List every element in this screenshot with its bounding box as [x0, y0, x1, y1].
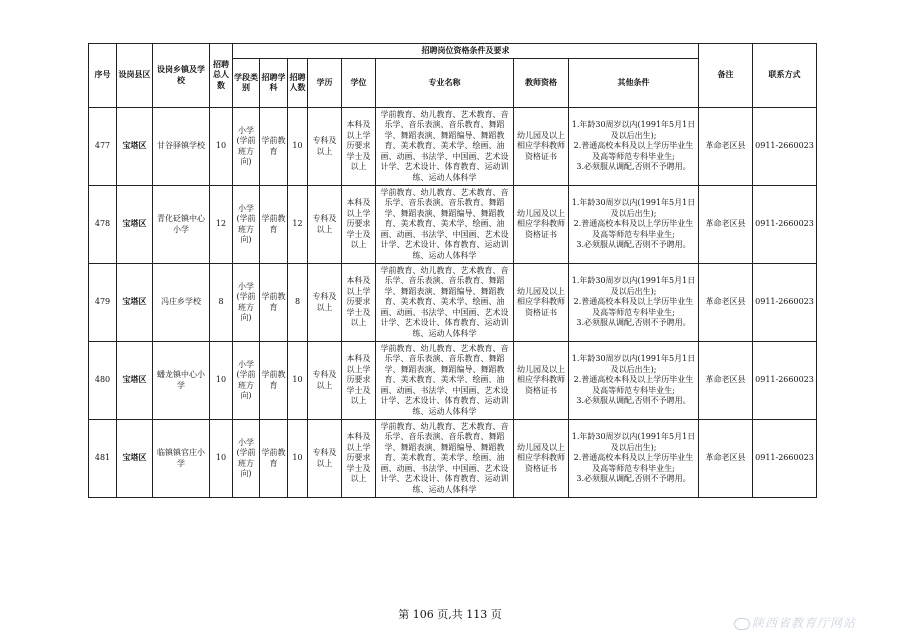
cell-stage: 小学(学前班方向)	[233, 186, 260, 264]
cell-subject: 学前教育	[260, 264, 288, 342]
header-school: 设岗乡镇及学校	[153, 44, 210, 108]
cell-major: 学前教育、幼儿教育、艺术教育、音乐学、音乐表演、音乐教育、舞蹈学、舞蹈表演、舞蹈编导、舞蹈教育、美术教育、美术学、绘画、油画、动画、书法学、中国画、艺术设计学、艺术设计、体育教育、运动训练、运动人体科学	[376, 108, 514, 186]
table-row	[89, 108, 817, 186]
cell-count: 10	[288, 420, 308, 498]
cell-degree: 本科及以上学历要求学士及以上	[342, 342, 376, 420]
other-condition-line: 2.普通高校本科及以上学历毕业生及高等师范专科毕业生;	[573, 141, 694, 161]
cell-remark: 革命老区县	[699, 108, 753, 186]
cell-seq: 477	[89, 108, 117, 186]
cell-county: 宝塔区	[117, 186, 153, 264]
cell-total: 12	[210, 186, 233, 264]
watermark-logo-icon	[734, 618, 750, 630]
site-watermark	[734, 614, 856, 631]
cell-subject: 学前教育	[260, 186, 288, 264]
header-contact: 联系方式	[753, 44, 817, 108]
cell-count: 10	[288, 342, 308, 420]
cell-education: 专科及以上	[308, 264, 342, 342]
cell-degree: 本科及以上学历要求学士及以上	[342, 108, 376, 186]
cell-total: 10	[210, 420, 233, 498]
cell-school: 青化砭镇中心小学	[153, 186, 210, 264]
cell-remark: 革命老区县	[699, 264, 753, 342]
cell-county: 宝塔区	[117, 108, 153, 186]
cell-degree: 本科及以上学历要求学士及以上	[342, 186, 376, 264]
other-condition-line: 2.普通高校本科及以上学历毕业生及高等师范专科毕业生;	[573, 375, 694, 395]
cell-county: 宝塔区	[117, 420, 153, 498]
cell-subject: 学前教育	[260, 420, 288, 498]
other-condition-line: 2.普通高校本科及以上学历毕业生及高等师范专科毕业生;	[573, 453, 694, 473]
table-row	[89, 420, 817, 498]
other-condition-line: 1.年龄30周岁以内(1991年5月1日及以后出生);	[571, 276, 696, 296]
cell-seq: 478	[89, 186, 117, 264]
other-condition-line: 1.年龄30周岁以内(1991年5月1日及以后出生);	[571, 120, 696, 140]
header-county: 设岗县区	[117, 44, 153, 108]
cell-cert: 幼儿园及以上相应学科教师资格证书	[514, 342, 569, 420]
cell-remark: 革命老区县	[699, 186, 753, 264]
cell-other	[569, 108, 699, 186]
cell-education: 专科及以上	[308, 108, 342, 186]
cell-cert: 幼儿园及以上相应学科教师资格证书	[514, 108, 569, 186]
cell-other	[569, 264, 699, 342]
cell-contact: 0911-2660023	[753, 108, 817, 186]
watermark-text: 陕西省教育厅网站	[752, 616, 857, 630]
cell-contact: 0911-2660023	[753, 420, 817, 498]
cell-other	[569, 342, 699, 420]
other-condition-line: 1.年龄30周岁以内(1991年5月1日及以后出生);	[571, 354, 696, 374]
other-condition-line: 3.必须服从调配,否则不予聘用。	[576, 240, 691, 250]
table-row	[89, 264, 817, 342]
table-row	[89, 186, 817, 264]
cell-major: 学前教育、幼儿教育、艺术教育、音乐学、音乐表演、音乐教育、舞蹈学、舞蹈表演、舞蹈编导、舞蹈教育、美术教育、美术学、绘画、油画、动画、书法学、中国画、艺术设计学、艺术设计、体育教育、运动训练、运动人体科学	[376, 264, 514, 342]
cell-other	[569, 420, 699, 498]
other-condition-line: 3.必须服从调配,否则不予聘用。	[576, 474, 691, 484]
header-total: 招聘总人数	[210, 44, 233, 108]
table-row	[89, 342, 817, 420]
header-other: 其他条件	[569, 59, 699, 108]
cell-education: 专科及以上	[308, 342, 342, 420]
cell-stage: 小学(学前班方向)	[233, 264, 260, 342]
cell-stage: 小学(学前班方向)	[233, 420, 260, 498]
other-condition-line: 2.普通高校本科及以上学历毕业生及高等师范专科毕业生;	[573, 297, 694, 317]
cell-seq: 479	[89, 264, 117, 342]
cell-county: 宝塔区	[117, 264, 153, 342]
cell-contact: 0911-2660023	[753, 186, 817, 264]
cell-county: 宝塔区	[117, 342, 153, 420]
cell-subject: 学前教育	[260, 108, 288, 186]
cell-cert: 幼儿园及以上相应学科教师资格证书	[514, 420, 569, 498]
table-header	[89, 44, 817, 108]
cell-other	[569, 186, 699, 264]
cell-degree: 本科及以上学历要求学士及以上	[342, 420, 376, 498]
header-subject: 招聘学科	[260, 59, 288, 108]
cell-cert: 幼儿园及以上相应学科教师资格证书	[514, 186, 569, 264]
cell-total: 8	[210, 264, 233, 342]
header-education: 学历	[308, 59, 342, 108]
cell-total: 10	[210, 108, 233, 186]
cell-total: 10	[210, 342, 233, 420]
table-body	[89, 108, 817, 498]
header-cert: 教师资格	[514, 59, 569, 108]
other-condition-line: 3.必须服从调配,否则不予聘用。	[576, 318, 691, 328]
cell-school: 临镇镇官庄小学	[153, 420, 210, 498]
cell-major: 学前教育、幼儿教育、艺术教育、音乐学、音乐表演、音乐教育、舞蹈学、舞蹈表演、舞蹈编导、舞蹈教育、美术教育、美术学、绘画、油画、动画、书法学、中国画、艺术设计学、艺术设计、体育教育、运动训练、运动人体科学	[376, 420, 514, 498]
cell-remark: 革命老区县	[699, 342, 753, 420]
other-condition-line: 2.普通高校本科及以上学历毕业生及高等师范专科毕业生;	[573, 219, 694, 239]
header-degree: 学位	[342, 59, 376, 108]
header-seq: 序号	[89, 44, 117, 108]
other-condition-line: 3.必须服从调配,否则不予聘用。	[576, 396, 691, 406]
cell-cert: 幼儿园及以上相应学科教师资格证书	[514, 264, 569, 342]
cell-school: 蟠龙镇中心小学	[153, 342, 210, 420]
cell-stage: 小学(学前班方向)	[233, 342, 260, 420]
header-stage: 学段类别	[233, 59, 260, 108]
cell-stage: 小学(学前班方向)	[233, 108, 260, 186]
cell-count: 10	[288, 108, 308, 186]
cell-major: 学前教育、幼儿教育、艺术教育、音乐学、音乐表演、音乐教育、舞蹈学、舞蹈表演、舞蹈编导、舞蹈教育、美术教育、美术学、绘画、油画、动画、书法学、中国画、艺术设计学、艺术设计、体育教育、运动训练、运动人体科学	[376, 186, 514, 264]
cell-major: 学前教育、幼儿教育、艺术教育、音乐学、音乐表演、音乐教育、舞蹈学、舞蹈表演、舞蹈编导、舞蹈教育、美术教育、美术学、绘画、油画、动画、书法学、中国画、艺术设计学、艺术设计、体育教育、运动训练、运动人体科学	[376, 342, 514, 420]
cell-seq: 481	[89, 420, 117, 498]
cell-count: 12	[288, 186, 308, 264]
header-count: 招聘人数	[288, 59, 308, 108]
page-footer: 第 106 页,共 113 页	[398, 608, 502, 621]
cell-contact: 0911-2660023	[753, 264, 817, 342]
cell-school: 甘谷驿镇学校	[153, 108, 210, 186]
cell-seq: 480	[89, 342, 117, 420]
other-condition-line: 3.必须服从调配,否则不予聘用。	[576, 162, 691, 172]
cell-school: 冯庄乡学校	[153, 264, 210, 342]
recruitment-table	[88, 43, 817, 498]
header-requirements-group: 招聘岗位资格条件及要求	[233, 44, 699, 59]
header-major: 专业名称	[376, 59, 514, 108]
cell-degree: 本科及以上学历要求学士及以上	[342, 264, 376, 342]
cell-education: 专科及以上	[308, 186, 342, 264]
cell-contact: 0911-2660023	[753, 342, 817, 420]
cell-count: 8	[288, 264, 308, 342]
cell-subject: 学前教育	[260, 342, 288, 420]
other-condition-line: 1.年龄30周岁以内(1991年5月1日及以后出生);	[571, 198, 696, 218]
cell-education: 专科及以上	[308, 420, 342, 498]
cell-remark: 革命老区县	[699, 420, 753, 498]
header-remark: 备注	[699, 44, 753, 108]
other-condition-line: 1.年龄30周岁以内(1991年5月1日及以后出生);	[571, 432, 696, 452]
